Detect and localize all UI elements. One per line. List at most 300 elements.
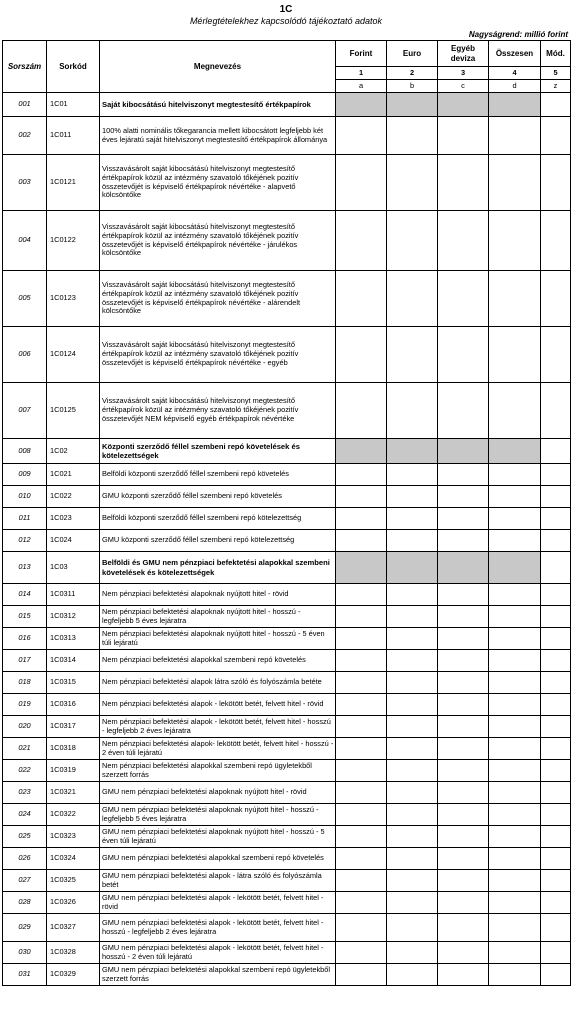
table-row	[3, 672, 571, 694]
table-row	[3, 694, 571, 716]
value-cell[interactable]	[541, 271, 571, 327]
row-name: Központi szerződő féllel szembeni repó követelések és kötelezettségek	[100, 439, 336, 464]
col-mod-header: Mód.	[541, 41, 571, 67]
value-cell[interactable]	[541, 486, 571, 508]
row-name: 100% alatti nominális tőkegarancia mellett kibocsátott legfeljebb két éves lejáratú saját hitelviszonyt megtestesítő értékpapírok állománya	[100, 117, 336, 155]
value-cell[interactable]	[387, 694, 438, 716]
col-number: 4	[489, 67, 541, 80]
value-cell[interactable]	[489, 738, 541, 760]
value-cell[interactable]	[336, 914, 387, 942]
row-serial: 013	[3, 552, 47, 584]
value-cell[interactable]	[541, 211, 571, 271]
row-code: 1C0125	[47, 383, 100, 439]
row-serial: 014	[3, 584, 47, 606]
row-code: 1C02	[47, 439, 100, 464]
table-row	[3, 584, 571, 606]
row-serial: 001	[3, 93, 47, 117]
value-cell[interactable]	[489, 892, 541, 914]
value-cell[interactable]	[387, 508, 438, 530]
row-serial: 018	[3, 672, 47, 694]
col-serial-header: Sorszám	[3, 41, 47, 93]
value-cell[interactable]	[489, 530, 541, 552]
value-cell[interactable]	[489, 826, 541, 848]
value-cell[interactable]	[387, 628, 438, 650]
value-cell[interactable]	[387, 826, 438, 848]
row-name: GMU nem pénzpiaci befektetési alapokkal szembeni repó követelés	[100, 848, 336, 870]
row-code: 1C0328	[47, 942, 100, 964]
row-serial: 031	[3, 964, 47, 986]
value-cell[interactable]	[438, 804, 489, 826]
table-row	[3, 271, 571, 327]
value-cell[interactable]	[438, 942, 489, 964]
value-cell[interactable]	[438, 848, 489, 870]
row-serial: 016	[3, 628, 47, 650]
table-row	[3, 155, 571, 211]
value-cell[interactable]	[336, 716, 387, 738]
row-code: 1C0314	[47, 650, 100, 672]
value-cell[interactable]	[541, 439, 571, 464]
row-code: 1C024	[47, 530, 100, 552]
value-cell[interactable]	[438, 628, 489, 650]
value-cell[interactable]	[336, 804, 387, 826]
value-cell[interactable]	[489, 650, 541, 672]
value-cell[interactable]	[541, 848, 571, 870]
value-cell[interactable]	[387, 892, 438, 914]
value-cell[interactable]	[336, 942, 387, 964]
row-code: 1C0329	[47, 964, 100, 986]
value-cell	[336, 93, 387, 117]
row-name: GMU nem pénzpiaci befektetési alapok - látra szóló és folyószámla betét	[100, 870, 336, 892]
row-code: 1C0316	[47, 694, 100, 716]
row-serial: 019	[3, 694, 47, 716]
col-letter: d	[489, 80, 541, 93]
table-row	[3, 439, 571, 464]
value-cell[interactable]	[336, 155, 387, 211]
value-cell[interactable]	[489, 804, 541, 826]
value-cell[interactable]	[489, 964, 541, 986]
value-cell[interactable]	[438, 716, 489, 738]
value-cell[interactable]	[336, 826, 387, 848]
row-serial: 017	[3, 650, 47, 672]
value-cell[interactable]	[336, 464, 387, 486]
table-row	[3, 117, 571, 155]
value-cell[interactable]	[336, 848, 387, 870]
value-cell[interactable]	[336, 271, 387, 327]
row-name: Visszavásárolt saját kibocsátású hitelviszonyt megtestesítő értékpapírok közül az intézmény szavatoló tőkéjének pozitív összetevőjét is képviselő értékpapírok névértéke - alapvető kölcsöntőke	[100, 155, 336, 211]
table-row	[3, 211, 571, 271]
row-name: Nem pénzpiaci befektetési alapokkal szembeni repó követelés	[100, 650, 336, 672]
row-code: 1C0327	[47, 914, 100, 942]
row-serial: 021	[3, 738, 47, 760]
value-cell[interactable]	[541, 870, 571, 892]
value-cell[interactable]	[541, 672, 571, 694]
table-row	[3, 760, 571, 782]
row-serial: 005	[3, 271, 47, 327]
row-code: 1C0325	[47, 870, 100, 892]
value-cell[interactable]	[541, 327, 571, 383]
row-serial: 010	[3, 486, 47, 508]
value-cell[interactable]	[489, 327, 541, 383]
row-name: GMU központi szerződő féllel szembeni repó követelés	[100, 486, 336, 508]
col-code-header: Sorkód	[47, 41, 100, 93]
row-name: Nem pénzpiaci befektetési alapok - lekötött betét, felvett hitel - rövid	[100, 694, 336, 716]
table-row	[3, 327, 571, 383]
col-total-header: Összesen	[489, 41, 541, 67]
value-cell[interactable]	[438, 508, 489, 530]
row-serial: 006	[3, 327, 47, 383]
row-code: 1C0318	[47, 738, 100, 760]
row-name: Nem pénzpiaci befektetési alapokkal szembeni repó ügyletekből szerzett forrás	[100, 760, 336, 782]
value-cell[interactable]	[336, 760, 387, 782]
value-cell[interactable]	[387, 327, 438, 383]
value-cell	[489, 552, 541, 584]
row-serial: 030	[3, 942, 47, 964]
row-code: 1C023	[47, 508, 100, 530]
value-cell[interactable]	[438, 530, 489, 552]
value-cell[interactable]	[541, 508, 571, 530]
value-cell[interactable]	[438, 486, 489, 508]
report-table	[2, 40, 571, 986]
row-code: 1C0312	[47, 606, 100, 628]
row-name: Saját kibocsátású hitelviszonyt megtestesítő értékpapírok	[100, 93, 336, 117]
row-serial: 004	[3, 211, 47, 271]
row-name: Belföldi és GMU nem pénzpiaci befektetési alapokkal szembeni követelések és kötelezettségek	[100, 552, 336, 584]
value-cell[interactable]	[438, 964, 489, 986]
row-name: Visszavásárolt saját kibocsátású hitelviszonyt megtestesítő értékpapírok közül az intézmény szavatoló tőkéjének pozitív összetevőjét is képviselő értékpapírok névértéke - járulékos kölcsöntőke	[100, 211, 336, 271]
value-cell[interactable]	[387, 117, 438, 155]
row-serial: 028	[3, 892, 47, 914]
page-subtitle: Mérlegtételekhez kapcsolódó tájékoztató adatok	[189, 16, 383, 26]
value-cell[interactable]	[489, 694, 541, 716]
value-cell	[489, 439, 541, 464]
table-row	[3, 530, 571, 552]
col-letter: b	[387, 80, 438, 93]
table-row	[3, 870, 571, 892]
value-cell[interactable]	[438, 271, 489, 327]
col-letter: a	[336, 80, 387, 93]
row-serial: 003	[3, 155, 47, 211]
table-row	[3, 738, 571, 760]
table-row	[3, 628, 571, 650]
value-cell[interactable]	[489, 606, 541, 628]
value-cell[interactable]	[541, 117, 571, 155]
value-cell[interactable]	[387, 383, 438, 439]
value-cell[interactable]	[387, 870, 438, 892]
row-name: Visszavásárolt saját kibocsátású hitelviszonyt megtestesítő értékpapírok közül az intézmény szavatoló tőkéjének pozitív összetevőjét NEM képviselő egyéb értékpapírok névértéke	[100, 383, 336, 439]
table-row	[3, 848, 571, 870]
row-code: 1C021	[47, 464, 100, 486]
value-cell[interactable]	[387, 804, 438, 826]
row-code: 1C022	[47, 486, 100, 508]
value-cell[interactable]	[387, 211, 438, 271]
col-number: 1	[336, 67, 387, 80]
page-title: 1C	[279, 4, 293, 15]
row-code: 1C0322	[47, 804, 100, 826]
value-cell[interactable]	[336, 584, 387, 606]
value-cell	[489, 93, 541, 117]
value-cell	[438, 93, 489, 117]
value-cell[interactable]	[541, 760, 571, 782]
row-code: 1C011	[47, 117, 100, 155]
row-serial: 022	[3, 760, 47, 782]
value-cell[interactable]	[336, 964, 387, 986]
row-name: GMU nem pénzpiaci befektetési alapok - lekötött betét, felvett hitel - hosszú - 2 éven túli lejáratú	[100, 942, 336, 964]
col-name-header: Megnevezés	[100, 41, 336, 93]
value-cell[interactable]	[541, 694, 571, 716]
col-letter: z	[541, 80, 571, 93]
row-serial: 012	[3, 530, 47, 552]
value-cell[interactable]	[438, 870, 489, 892]
value-cell[interactable]	[387, 738, 438, 760]
value-cell[interactable]	[387, 914, 438, 942]
row-serial: 025	[3, 826, 47, 848]
value-cell[interactable]	[438, 117, 489, 155]
col-euro-header: Euro	[387, 41, 438, 67]
value-cell[interactable]	[489, 486, 541, 508]
table-row	[3, 508, 571, 530]
value-cell[interactable]	[438, 738, 489, 760]
value-cell[interactable]	[438, 327, 489, 383]
value-cell[interactable]	[541, 530, 571, 552]
value-cell[interactable]	[489, 870, 541, 892]
table-row	[3, 804, 571, 826]
row-name: GMU nem pénzpiaci befektetési alapokkal szembeni repó ügyletekből szerzett forrás	[100, 964, 336, 986]
value-cell[interactable]	[387, 155, 438, 211]
row-name: GMU nem pénzpiaci befektetési alapoknak nyújtott hitel - rövid	[100, 782, 336, 804]
table-row	[3, 383, 571, 439]
row-code: 1C0319	[47, 760, 100, 782]
row-serial: 024	[3, 804, 47, 826]
row-code: 1C0321	[47, 782, 100, 804]
row-name: Visszavásárolt saját kibocsátású hitelviszonyt megtestesítő értékpapírok közül az intézmény szavatoló tőkéjének pozitív összetevőjét is képviselő értékpapírok névértéke - alárendelt kölcsöntőke	[100, 271, 336, 327]
row-name: Visszavásárolt saját kibocsátású hitelviszonyt megtestesítő értékpapírok közül az intézmény szavatoló tőkéjének pozitív összetevőjét is képviselő értékpapírok névértéke - egyéb	[100, 327, 336, 383]
value-cell[interactable]	[336, 486, 387, 508]
value-cell[interactable]	[541, 606, 571, 628]
row-serial: 029	[3, 914, 47, 942]
table-row	[3, 716, 571, 738]
magnitude-note: Nagyságrend: millió forint	[468, 30, 568, 39]
table-row	[3, 914, 571, 942]
value-cell[interactable]	[387, 584, 438, 606]
value-cell[interactable]	[438, 760, 489, 782]
value-cell[interactable]	[541, 628, 571, 650]
value-cell[interactable]	[336, 628, 387, 650]
value-cell[interactable]	[438, 826, 489, 848]
table-row	[3, 826, 571, 848]
value-cell[interactable]	[438, 672, 489, 694]
value-cell[interactable]	[489, 942, 541, 964]
row-serial: 020	[3, 716, 47, 738]
value-cell[interactable]	[541, 804, 571, 826]
row-code: 1C0121	[47, 155, 100, 211]
row-code: 1C0313	[47, 628, 100, 650]
value-cell[interactable]	[438, 211, 489, 271]
value-cell	[387, 552, 438, 584]
value-cell[interactable]	[489, 271, 541, 327]
value-cell[interactable]	[541, 464, 571, 486]
value-cell[interactable]	[489, 914, 541, 942]
row-code: 1C0317	[47, 716, 100, 738]
value-cell[interactable]	[438, 892, 489, 914]
value-cell[interactable]	[489, 211, 541, 271]
value-cell	[387, 93, 438, 117]
value-cell[interactable]	[541, 716, 571, 738]
row-name: GMU nem pénzpiaci befektetési alapok - lekötött betét, felvett hitel - rövid	[100, 892, 336, 914]
row-serial: 011	[3, 508, 47, 530]
value-cell[interactable]	[387, 530, 438, 552]
row-name: Belföldi központi szerződő féllel szembeni repó kötelezettség	[100, 508, 336, 530]
value-cell[interactable]	[336, 694, 387, 716]
value-cell[interactable]	[387, 464, 438, 486]
row-name: Nem pénzpiaci befektetési alapoknak nyújtott hitel - rövid	[100, 584, 336, 606]
value-cell[interactable]	[387, 486, 438, 508]
row-code: 1C0124	[47, 327, 100, 383]
row-code: 1C0324	[47, 848, 100, 870]
value-cell[interactable]	[438, 383, 489, 439]
value-cell[interactable]	[387, 848, 438, 870]
value-cell[interactable]	[489, 508, 541, 530]
value-cell	[387, 439, 438, 464]
col-forint-header: Forint	[336, 41, 387, 67]
value-cell[interactable]	[387, 964, 438, 986]
value-cell[interactable]	[489, 584, 541, 606]
value-cell[interactable]	[438, 914, 489, 942]
value-cell[interactable]	[489, 848, 541, 870]
value-cell[interactable]	[387, 672, 438, 694]
row-serial: 002	[3, 117, 47, 155]
value-cell[interactable]	[438, 694, 489, 716]
value-cell[interactable]	[387, 716, 438, 738]
value-cell[interactable]	[438, 155, 489, 211]
value-cell[interactable]	[336, 782, 387, 804]
table-row	[3, 93, 571, 117]
col-other-header: Egyéb deviza	[438, 41, 489, 67]
value-cell[interactable]	[387, 782, 438, 804]
row-name: Belföldi központi szerződő féllel szembeni repó követelés	[100, 464, 336, 486]
row-code: 1C0326	[47, 892, 100, 914]
value-cell[interactable]	[336, 327, 387, 383]
value-cell[interactable]	[541, 914, 571, 942]
value-cell[interactable]	[438, 464, 489, 486]
table-row	[3, 486, 571, 508]
value-cell[interactable]	[336, 606, 387, 628]
value-cell[interactable]	[336, 508, 387, 530]
row-name: Nem pénzpiaci befektetési alapok - lekötött betét, felvett hitel - hosszú - legfeljebb 2 éves lejáratra	[100, 716, 336, 738]
value-cell[interactable]	[336, 117, 387, 155]
table-row	[3, 964, 571, 986]
value-cell[interactable]	[438, 584, 489, 606]
row-code: 1C0122	[47, 211, 100, 271]
row-name: Nem pénzpiaci befektetési alapoknak nyújtott hitel - hosszú - 5 éven túli lejáratú	[100, 628, 336, 650]
value-cell[interactable]	[489, 760, 541, 782]
value-cell[interactable]	[489, 628, 541, 650]
row-name: Nem pénzpiaci befektetési alapok- lekötött betét, felvett hitel - hosszú - 2 éven túli lejáratú	[100, 738, 336, 760]
value-cell[interactable]	[438, 782, 489, 804]
value-cell[interactable]	[541, 584, 571, 606]
value-cell[interactable]	[489, 155, 541, 211]
value-cell[interactable]	[438, 650, 489, 672]
table-row	[3, 650, 571, 672]
value-cell	[336, 552, 387, 584]
row-name: GMU központi szerződő féllel szembeni repó kötelezettség	[100, 530, 336, 552]
row-serial: 015	[3, 606, 47, 628]
table-row	[3, 942, 571, 964]
row-code: 1C0311	[47, 584, 100, 606]
value-cell[interactable]	[336, 870, 387, 892]
table-body	[3, 93, 571, 986]
col-letter: c	[438, 80, 489, 93]
row-serial: 007	[3, 383, 47, 439]
row-serial: 026	[3, 848, 47, 870]
value-cell[interactable]	[489, 716, 541, 738]
value-cell[interactable]	[541, 650, 571, 672]
value-cell[interactable]	[541, 826, 571, 848]
row-code: 1C0123	[47, 271, 100, 327]
table-row	[3, 782, 571, 804]
value-cell[interactable]	[489, 117, 541, 155]
value-cell[interactable]	[541, 738, 571, 760]
value-cell[interactable]	[336, 672, 387, 694]
row-name: Nem pénzpiaci befektetési alapok látra szóló és folyószámla betéte	[100, 672, 336, 694]
value-cell[interactable]	[489, 672, 541, 694]
value-cell[interactable]	[336, 738, 387, 760]
value-cell[interactable]	[541, 383, 571, 439]
row-code: 1C03	[47, 552, 100, 584]
value-cell	[438, 552, 489, 584]
row-serial: 023	[3, 782, 47, 804]
table-row	[3, 606, 571, 628]
row-name: GMU nem pénzpiaci befektetési alapoknak nyújtott hitel - hosszú - 5 éven túli lejáratú	[100, 826, 336, 848]
col-number: 5	[541, 67, 571, 80]
row-name: GMU nem pénzpiaci befektetési alapok - lekötött betét, felvett hitel - hosszú - legfeljebb 2 éves lejáratra	[100, 914, 336, 942]
row-code: 1C01	[47, 93, 100, 117]
value-cell[interactable]	[541, 155, 571, 211]
value-cell	[438, 439, 489, 464]
value-cell[interactable]	[336, 211, 387, 271]
value-cell[interactable]	[541, 782, 571, 804]
value-cell[interactable]	[438, 606, 489, 628]
row-code: 1C0315	[47, 672, 100, 694]
value-cell[interactable]	[489, 464, 541, 486]
value-cell[interactable]	[387, 760, 438, 782]
value-cell[interactable]	[387, 271, 438, 327]
row-serial: 027	[3, 870, 47, 892]
table-row	[3, 892, 571, 914]
col-number: 3	[438, 67, 489, 80]
value-cell[interactable]	[336, 650, 387, 672]
row-name: Nem pénzpiaci befektetési alapoknak nyújtott hitel - hosszú - legfeljebb 5 éves lejáratra	[100, 606, 336, 628]
value-cell[interactable]	[336, 892, 387, 914]
value-cell[interactable]	[541, 964, 571, 986]
table-row	[3, 552, 571, 584]
value-cell[interactable]	[541, 942, 571, 964]
value-cell[interactable]	[336, 383, 387, 439]
value-cell[interactable]	[489, 383, 541, 439]
value-cell[interactable]	[387, 942, 438, 964]
row-name: GMU nem pénzpiaci befektetési alapoknak nyújtott hitel - hosszú - legfeljebb 5 éves lejáratra	[100, 804, 336, 826]
value-cell[interactable]	[387, 650, 438, 672]
value-cell	[336, 439, 387, 464]
value-cell[interactable]	[489, 782, 541, 804]
value-cell[interactable]	[387, 606, 438, 628]
table-row	[3, 464, 571, 486]
value-cell[interactable]	[541, 552, 571, 584]
value-cell[interactable]	[541, 892, 571, 914]
value-cell[interactable]	[336, 530, 387, 552]
col-number: 2	[387, 67, 438, 80]
row-code: 1C0323	[47, 826, 100, 848]
value-cell[interactable]	[541, 93, 571, 117]
